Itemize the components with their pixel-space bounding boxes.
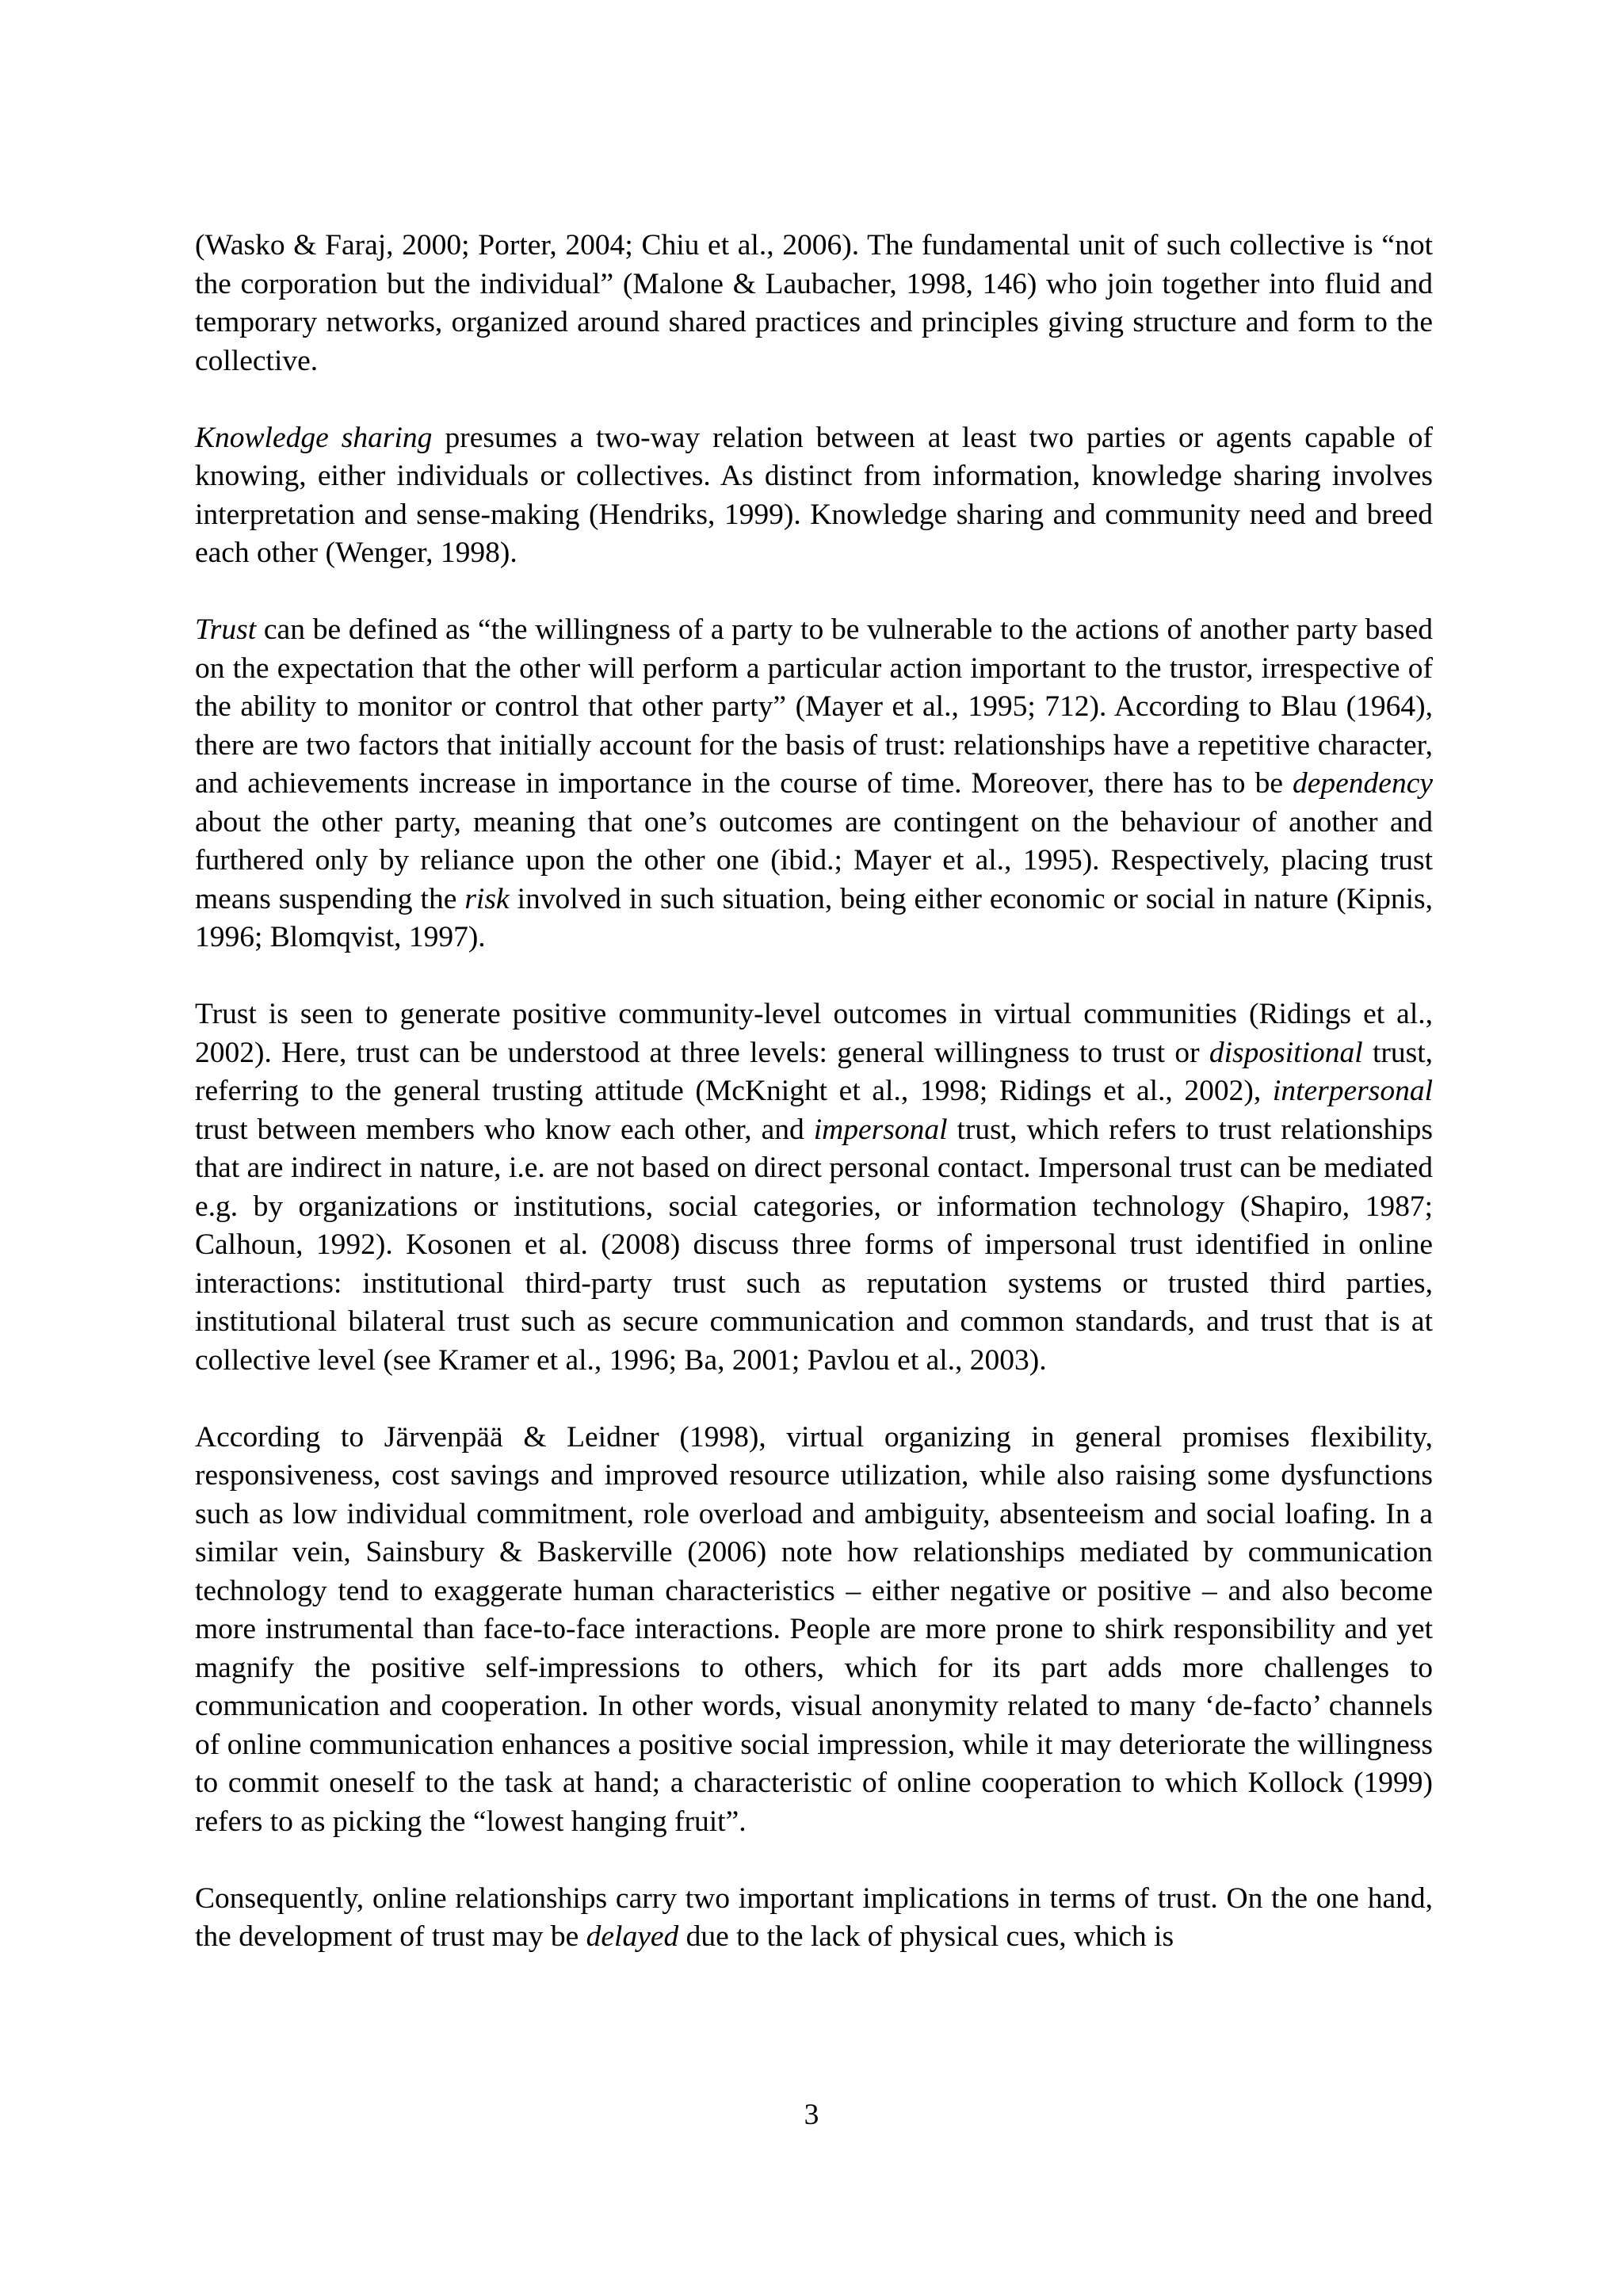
- text-run: According to Järvenpää & Leidner (1998), virtual organizing in general promises flexibility, responsiveness, cost savings and improved resource utilization, while also raising some dysfunctions such as low individual commitment, role overload and ambiguity, absenteeism and social loafing. In a similar vein, Sainsbury & Baskerville (2006) note how relationships mediated by communication technology tend to exaggerate human characteristics – either negative or positive – and also become more instrumental than face-to-face interactions. People are more prone to shirk responsibility and yet magnify the positive self-impressions to others, which for its part adds more challenges to communication and cooperation. In other words, visual anonymity related to many ‘de-facto’ channels of online communication enhances a positive social impression, while it may deteriorate the willingness to commit oneself to the task at hand; a characteristic of online cooperation to which Kollock (1999) refers to as picking the “lowest hanging fruit”.: [195, 1420, 1433, 1838]
- paragraph: [195, 419, 1433, 573]
- text-run: can be defined as “the willingness of a party to be vulnerable to the actions of another party based on the expectation that the other will perform a particular action important to the trustor, irrespective of the ability to monitor or control that other party” (Mayer et al., 1995; 712). According to Blau (1964), there are two factors that initially account for the basis of trust: relationships have a repetitive character, and achievements increase in importance in the course of time. Moreover, there has to be: [195, 613, 1433, 800]
- italic-term: dependency: [1293, 767, 1433, 800]
- text-run: Trust is seen to generate positive community-level outcomes in virtual communities (Ridings et al., 2002). Here, trust can be understood at three levels: general willingness to trust or: [195, 998, 1433, 1069]
- italic-term: Trust: [195, 613, 257, 646]
- italic-term: Knowledge sharing: [195, 421, 433, 454]
- text-run: trust between members who know each other, and: [195, 1113, 814, 1146]
- text-run: presumes a two-way relation between at least two parties or agents capable of knowing, either individuals or collectives. As distinct from information, knowledge sharing involves interpretation and sense-making (Hendriks, 1999). Knowledge sharing and community need and breed each other (Wenger, 1998).: [195, 421, 1433, 569]
- body-text: [195, 227, 1433, 1957]
- text-run: due to the lack of physical cues, which is: [678, 1920, 1174, 1953]
- text-run: involved in such situation, being either economic or social in nature (Kipnis, 1996; Blomqvist, 1997).: [195, 882, 1433, 953]
- text-run: (Wasko & Faraj, 2000; Porter, 2004; Chiu et al., 2006). The fundamental unit of such collective is “not the corporation but the individual” (Malone & Laubacher, 1998, 146) who join together into fluid and temporary networks, organized around shared practices and principles giving structure and form to the collective.: [195, 229, 1433, 377]
- text-run: about the other party, meaning that one’s outcomes are contingent on the behaviour of another and furthered only by reliance upon the other one (ibid.; Mayer et al., 1995). Respectively, placing trust means suspending the: [195, 805, 1433, 915]
- italic-term: delayed: [586, 1920, 679, 1953]
- italic-term: dispositional: [1209, 1036, 1363, 1069]
- page-number: 3: [804, 2099, 819, 2131]
- italic-term: interpersonal: [1272, 1075, 1433, 1107]
- text-run: trust, referring to the general trusting attitude (McKnight et al., 1998; Ridings et al., 2002),: [195, 1036, 1433, 1107]
- paragraph: [195, 611, 1433, 957]
- text-run: trust, which refers to trust relationships that are indirect in nature, i.e. are not based on direct personal contact. Impersonal trust can be mediated e.g. by organizations or institutions, social categories, or information technology (Shapiro, 1987; Calhoun, 1992). Kosonen et al. (2008) discuss three forms of impersonal trust identified in online interactions: institutional third-party trust such as reputation systems or trusted third parties, institutional bilateral trust such as secure communication and common standards, and trust that is at collective level (see Kramer et al., 1996; Ba, 2001; Pavlou et al., 2003).: [195, 1113, 1433, 1377]
- italic-term: risk: [464, 882, 510, 915]
- paragraph: [195, 227, 1433, 380]
- text-run: Consequently, online relationships carry two important implications in terms of trust. On the one hand, the development of trust may be: [195, 1881, 1433, 1953]
- paragraph: [195, 1419, 1433, 1842]
- paragraph: [195, 1880, 1433, 1957]
- italic-term: impersonal: [813, 1113, 948, 1146]
- paragraph: [195, 995, 1433, 1380]
